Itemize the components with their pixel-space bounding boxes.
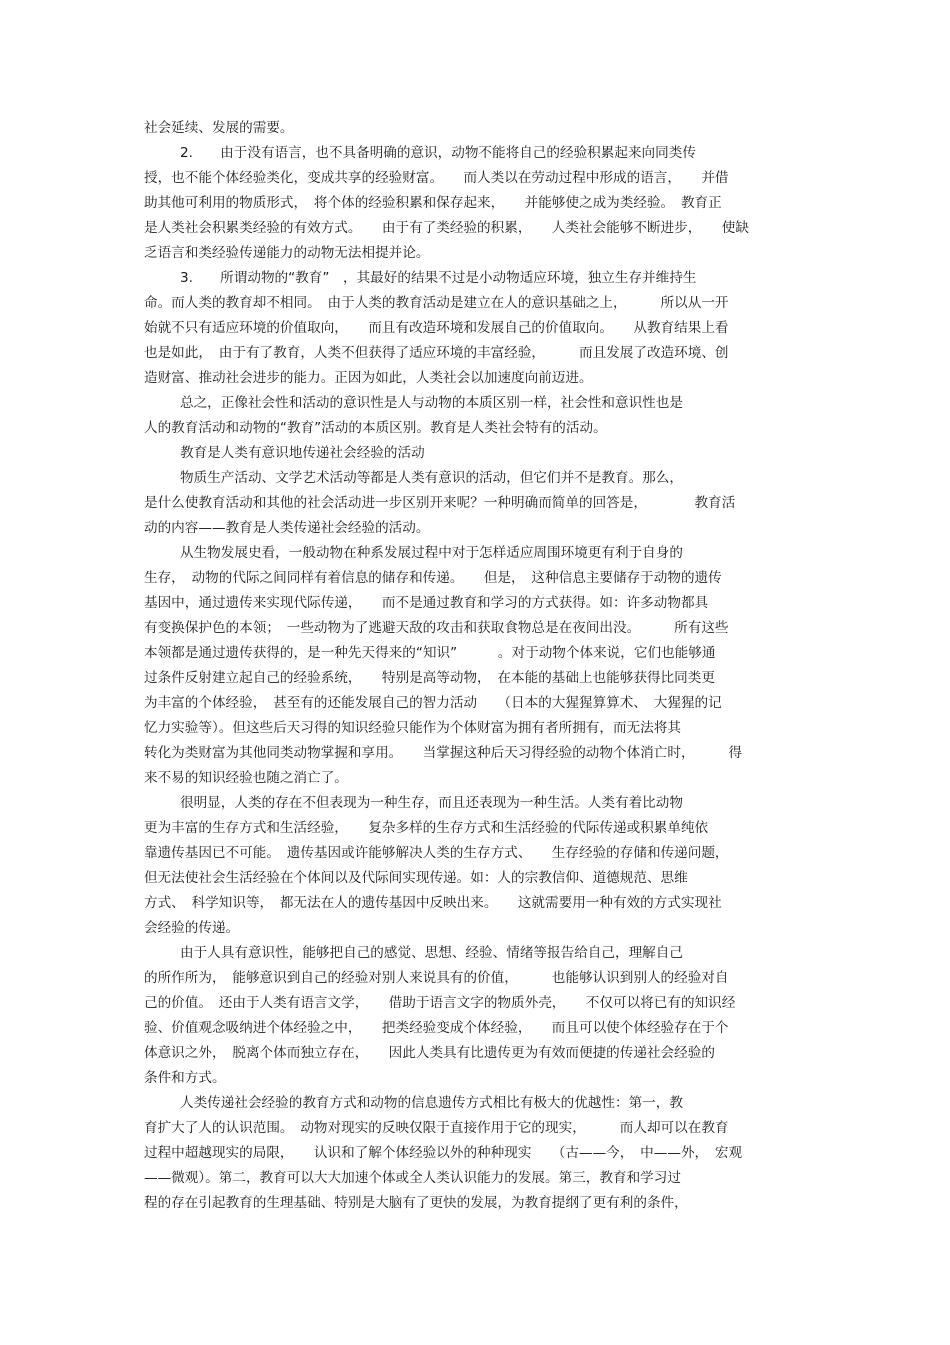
text-line: 验、价值观念吸纳进个体经验之中， 把类经验变成个体经验， 而且可以使个体经验存在于个 xyxy=(144,1020,729,1036)
text-line: 体意识之外， 脱离个体而独立存在， 因此人类具有比遗传更为有效而便捷的传递社会经验的 xyxy=(144,1045,715,1061)
text-line: 为丰富的个体经验， 甚至有的还能发展自己的智力活动 （日本的大猩猩算算术、 大猩猩的记 xyxy=(144,695,722,711)
text-line: 本领都是通过遗传获得的，是一种先天得来的“知识” 。对于动物个体来说，它们也能够通 xyxy=(144,645,716,661)
text-line: 命。而人类的教育却不相同。 由于人类的教育活动是建立在人的意识基础之上， 所以从一开 xyxy=(144,295,729,311)
text-line: 会经验的传递。 xyxy=(144,920,240,936)
text-line: 人的教育活动和动物的“教育”活动的本质区别。教育是人类社会特有的活动。 xyxy=(144,420,607,436)
text-line: 有变换保护色的本领； 一些动物为了逃避天敌的攻击和获取食物总是在夜间出没。 所有这些 xyxy=(144,620,729,636)
text-line: 条件和方式。 xyxy=(144,1070,226,1086)
text-line: 3. 所谓动物的“教育” ，其最好的结果不过是小动物适应环境，独立生存并维持生 xyxy=(180,270,697,286)
text-line: 很明显，人类的存在不但表现为一种生存，而且还表现为一种生活。人类有着比动物 xyxy=(180,795,683,811)
text-line: 物质生产活动、文学艺术活动等都是人类有意识的活动，但它们并不是教育。那么， xyxy=(180,470,683,486)
section-heading: 教育是人类有意识地传递社会经验的活动 xyxy=(180,445,425,461)
text-line: 但无法使社会生活经验在个体间以及代际间实现传递。如：人的宗教信仰、道德规范、思维 xyxy=(144,870,688,886)
text-line: 造财富、推动社会进步的能力。正因为如此，人类社会以加速度向前迈进。 xyxy=(144,370,593,386)
text-line: 方式、 科学知识等， 都无法在人的遗传基因中反映出来。 这就需要用一种有效的方式实现社 xyxy=(144,895,722,911)
text-line: 更为丰富的生存方式和生活经验， 复杂多样的生存方式和生活经验的代际传递或积累单纯依 xyxy=(144,820,709,836)
text-line: 的所作所为， 能够意识到自己的经验对别人来说具有的价值， 也能够认识到别人的经验对自 xyxy=(144,970,729,986)
text-line: 过条件反射建立起自己的经验系统， 特别是高等动物， 在本能的基础上也能够获得比同类更 xyxy=(144,670,715,686)
text-line: 也是如此， 由于有了教育，人类不但获得了适应环境的丰富经验， 而且发展了改造环境、创 xyxy=(144,345,729,361)
text-line: 己的价值。 还由于人类有语言文学， 借助于语言文字的物质外壳， 不仅可以将已有的知识经 xyxy=(144,995,736,1011)
text-line: 助其他可利用的物质形式， 将个体的经验积累和保存起来， 并能够使之成为类经验。 教育正 xyxy=(144,195,722,211)
text-line: 社会延续、发展的需要。 xyxy=(144,120,294,136)
text-line: ——微观）。第二，教育可以大大加速个体或全人类认识能力的发展。第三，教育和学习过 xyxy=(144,1170,681,1186)
text-line: 总之，正像社会性和活动的意识性是人与动物的本质区别一样，社会性和意识性也是 xyxy=(180,395,683,411)
text-line: 过程中超越现实的局限， 认识和了解个体经验以外的种种现实 （古——今， 中——外， 宏观 xyxy=(144,1145,743,1161)
text-line: 转化为类财富为其他同类动物掌握和享用。 当掌握这种后天习得经验的动物个体消亡时， 得 xyxy=(144,745,743,761)
text-line: 授，也不能个体经验类化，变成共享的经验财富。 而人类以在劳动过程中形成的语言， 并借 xyxy=(144,170,729,186)
text-line: 乏语言和类经验传递能力的动物无法相提并论。 xyxy=(144,245,430,261)
text-line: 生存， 动物的代际之间同样有着信息的储存和传递。 但是， 这种信息主要储存于动物的遗传 xyxy=(144,570,722,586)
text-line: 靠遗传基因已不可能。 遗传基因或许能够解决人类的生存方式、 生存经验的存储和传递问题， xyxy=(144,845,729,861)
text-line: 2. 由于没有语言，也不具备明确的意识，动物不能将自己的经验积累起来向同类传 xyxy=(180,145,696,161)
text-line: 人类传递社会经验的教育方式和动物的信息遗传方式相比有极大的优越性：第一，教 xyxy=(180,1095,683,1111)
text-line: 忆力实验等）。但这些后天习得的知识经验只能作为个体财富为拥有者所拥有，而无法将其 xyxy=(144,720,681,736)
text-line: 动的内容——教育是人类传递社会经验的活动。 xyxy=(144,520,430,536)
text-line: 是人类社会积累类经验的有效方式。 由于有了类经验的积累， 人类社会能够不断进步， 使缺 xyxy=(144,220,749,236)
text-line: 由于人具有意识性，能够把自己的感觉、思想、经验、情绪等报告给自己，理解自己 xyxy=(180,945,683,961)
text-line: 育扩大了人的认识范围。 动物对现实的反映仅限于直接作用于它的现实， 而人却可以在教育 xyxy=(144,1120,729,1136)
text-line: 始就不只有适应环境的价值取向， 而且有改造环境和发展自己的价值取向。 从教育结果上看 xyxy=(144,320,729,336)
text-line: 从生物发展史看，一般动物在种系发展过程中对于怎样适应周围环境更有利于自身的 xyxy=(180,545,683,561)
text-line: 来不易的知识经验也随之消亡了。 xyxy=(144,770,348,786)
text-line: 是什么使教育活动和其他的社会活动进一步区别开来呢？一种明确而简单的回答是， 教育活 xyxy=(144,495,736,511)
text-line: 程的存在引起教育的生理基础、特别是大脑有了更快的发展，为教育提纲了更有利的条件， xyxy=(144,1195,688,1211)
text-line: 基因中，通过遗传来实现代际传递， 而不是通过教育和学习的方式获得。如：许多动物都具 xyxy=(144,595,709,611)
